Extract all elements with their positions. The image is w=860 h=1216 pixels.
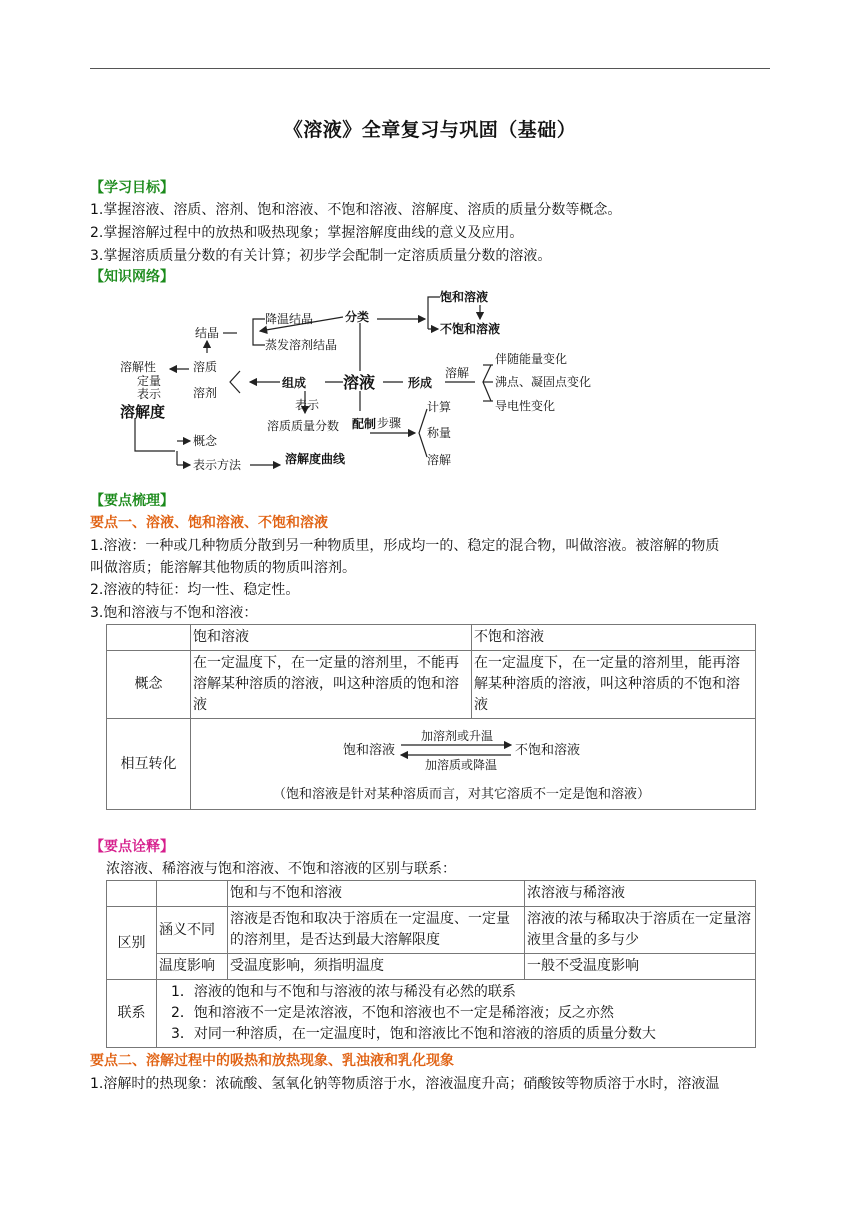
node-express2: 表示 [295, 398, 320, 412]
label-temp: 温度影响 [157, 954, 228, 980]
node-concept: 概念 [193, 434, 218, 448]
goal-item: 3.掌握溶质质量分数的有关计算；初步学会配制一定溶质质量分数的溶液。 [90, 248, 552, 264]
node-solubility-prop: 溶解性 [120, 360, 157, 374]
explain-heading: 【要点诠释】 [90, 839, 174, 855]
cell-meaning-sat: 溶液是否饱和取决于溶质在一定温度、一定量的溶剂里，是否达到最大溶解限度 [228, 907, 525, 954]
review-p1-line2: 叫做溶质；能溶解其他物质的物质叫溶剂。 [90, 560, 356, 576]
explain-intro: 浓溶液、稀溶液与饱和溶液、不饱和溶液的区别与联系： [106, 861, 456, 877]
cell-link [157, 980, 756, 1048]
row-label-concept: 概念 [107, 651, 191, 719]
node-solvent: 溶剂 [193, 386, 218, 400]
node-evaporate: 蒸发溶剂结晶 [265, 338, 338, 352]
node-composition: 组成 [282, 376, 307, 390]
conversion-diagram [193, 721, 753, 807]
page-title: 《溶液》全章复习与巩固（基础） [283, 119, 577, 141]
row-label-conversion: 相互转化 [107, 719, 191, 810]
conv-left: 饱和溶液 [343, 743, 396, 758]
node-formation: 形成 [408, 376, 433, 390]
goal-item: 1.掌握溶液、溶质、溶剂、饱和溶液、不饱和溶液、溶解度、溶质的质量分数等概念。 [90, 202, 622, 218]
review-p2: 2.溶液的特征：均一性、稳定性。 [90, 582, 300, 598]
node-crystal: 结晶 [195, 326, 220, 340]
node-bp: 沸点、凝固点变化 [495, 375, 592, 389]
label-meaning: 涵义不同 [157, 907, 228, 954]
node-mass-fraction: 溶质质量分数 [267, 419, 340, 433]
node-curve: 溶解度曲线 [285, 452, 346, 466]
link-item: 2．饱和溶液不一定是浓溶液，不饱和溶液也不一定是稀溶液；反之亦然 [171, 1005, 614, 1021]
node-calc: 计算 [427, 400, 452, 414]
cell-unsat-concept: 在一定温度下，在一定量的溶剂里，能再溶解某种溶质的溶液，叫这种溶质的不饱和溶液 [472, 651, 756, 719]
th-saturation: 饱和与不饱和溶液 [228, 881, 525, 907]
conv-bottom: 加溶质或降温 [425, 758, 498, 772]
row-label-link: 联系 [107, 980, 157, 1048]
heat-paragraph: 1.溶解时的热现象：浓硫酸、氢氧化钠等物质溶于水，溶液温度升高；硝酸铵等物质溶于水时，溶液温 [90, 1076, 720, 1092]
point1-heading: 要点一、溶液、饱和溶液、不饱和溶液 [90, 515, 328, 531]
point2-heading: 要点二、溶解过程中的吸热和放热现象、乳浊液和乳化现象 [90, 1053, 454, 1069]
link-item: 1．溶液的饱和与不饱和与溶液的浓与稀没有必然的联系 [171, 984, 516, 1000]
review-p3: 3.饱和溶液与不饱和溶液： [90, 605, 258, 621]
conv-top: 加溶剂或升温 [421, 729, 494, 743]
knowledge-network-diagram [115, 283, 605, 483]
cell-temp-sat: 受温度影响，须指明温度 [228, 954, 525, 980]
th-concentration: 浓溶液与稀溶液 [525, 881, 756, 907]
header-rule [90, 68, 770, 69]
cell-temp-conc: 一般不受温度影响 [525, 954, 756, 980]
node-solubility: 溶解度 [120, 403, 166, 421]
node-classify: 分类 [345, 310, 370, 324]
node-saturated: 饱和溶液 [440, 290, 489, 304]
node-solute: 溶质 [193, 360, 218, 374]
node-cooling: 降温结晶 [265, 312, 314, 326]
node-weigh: 称量 [427, 426, 452, 440]
comparison-table [106, 880, 756, 1048]
review-heading: 【要点梳理】 [90, 493, 174, 509]
node-energy: 伴随能量变化 [495, 352, 568, 366]
node-dissolve2: 溶解 [427, 453, 452, 467]
network-heading: 【知识网络】 [90, 269, 174, 285]
saturation-table [106, 624, 756, 810]
node-center: 溶液 [343, 373, 376, 392]
node-conductivity: 导电性变化 [495, 399, 556, 413]
conv-right: 不饱和溶液 [515, 743, 581, 758]
node-express: 表示 [137, 387, 162, 401]
node-steps: 步骤 [377, 416, 402, 430]
node-quantitative: 定量 [137, 374, 162, 388]
review-p1-line1: 1.溶液：一种或几种物质分散到另一种物质里，形成均一的、稳定的混合物，叫做溶液。被溶解的物质 [90, 538, 720, 554]
th-unsaturated: 不饱和溶液 [472, 625, 756, 651]
node-method: 表示方法 [193, 458, 242, 472]
cell-sat-concept: 在一定温度下，在一定量的溶剂里，不能再溶解某种溶质的溶液，叫这种溶质的饱和溶液 [191, 651, 472, 719]
goal-item: 2.掌握溶解过程中的放热和吸热现象；掌握溶解度曲线的意义及应用。 [90, 225, 524, 241]
th-saturated: 饱和溶液 [191, 625, 472, 651]
cell-meaning-conc: 溶液的浓与稀取决于溶质在一定量溶液里含量的多与少 [525, 907, 756, 954]
link-item: 3．对同一种溶质，在一定温度时，饱和溶液比不饱和溶液的溶质的质量分数大 [171, 1026, 656, 1042]
node-prepare: 配制 [352, 417, 377, 431]
conv-note: （饱和溶液是针对某种溶质而言，对其它溶质不一定是饱和溶液） [273, 787, 651, 802]
node-dissolve: 溶解 [445, 366, 470, 380]
cell-conversion [191, 719, 756, 810]
row-label-diff: 区别 [107, 907, 157, 980]
goals-heading: 【学习目标】 [90, 180, 174, 196]
node-unsaturated: 不饱和溶液 [440, 322, 501, 336]
